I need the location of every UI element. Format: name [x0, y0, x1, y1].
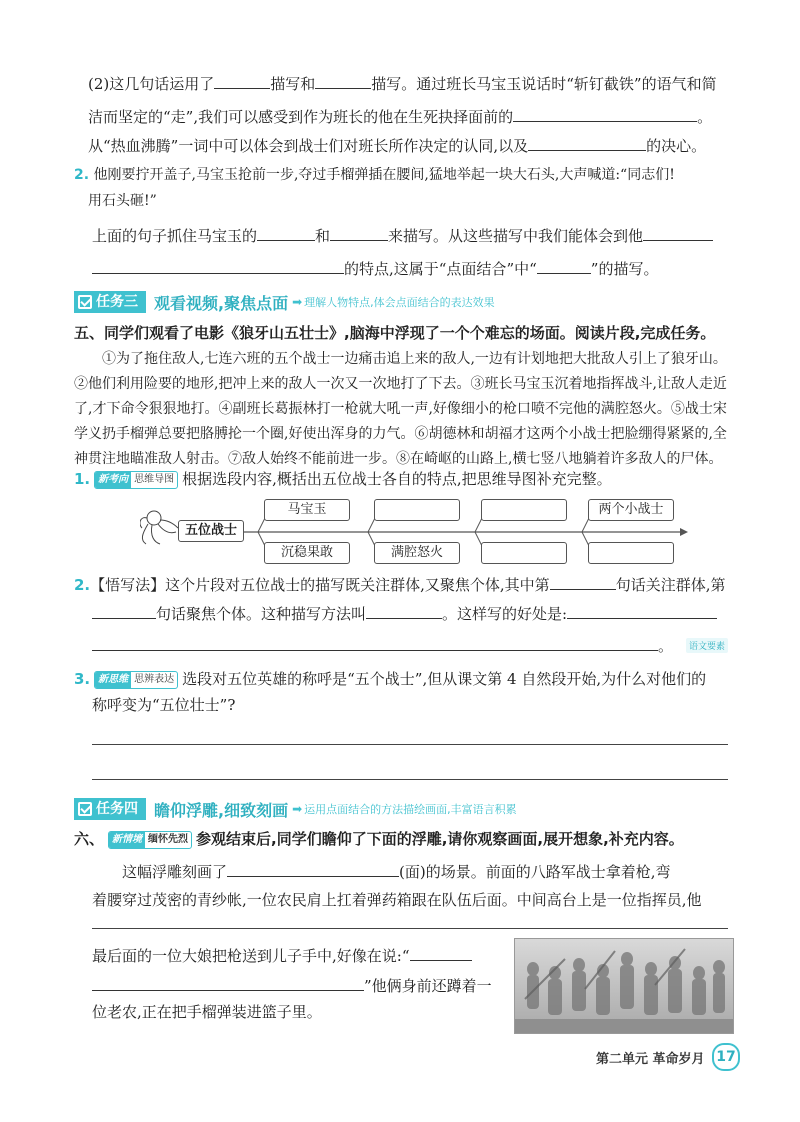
answer-blank[interactable] [92, 259, 344, 274]
answer-blank[interactable] [257, 226, 315, 241]
answer-line[interactable] [92, 744, 728, 745]
relief-sculpture-image [514, 938, 734, 1034]
s5-q3-line-1: 3. 新思维 思辨表达 选段对五位英雄的称呼是“五个战士”,但从课文第 4 自然段开始,为什么对他们的 [74, 670, 707, 688]
s6-line-5: ”他俩身前还蹲着一 [92, 976, 492, 996]
answer-blank[interactable] [567, 604, 717, 619]
s5-q2-line-2: 句话聚焦个体。这种描写方法叫 。这样写的好处是: [92, 604, 717, 624]
badge: 新情境 缅怀先烈 [108, 831, 192, 849]
answer-blank[interactable] [214, 74, 270, 89]
answer-line[interactable] [92, 779, 728, 780]
mindmap-bottom-box[interactable]: 沉稳果敢 [264, 542, 350, 564]
arrow-right-icon: ➡ [292, 295, 303, 309]
page-number: 17 [712, 1043, 740, 1071]
mindmap [140, 494, 700, 570]
answer-blank[interactable] [315, 74, 371, 89]
answer-blank[interactable] [410, 946, 472, 961]
octopus-icon [140, 511, 178, 544]
answer-blank[interactable] [366, 604, 442, 619]
task4-tag: 任务四 [74, 798, 146, 820]
q2-line-1: (2)这几句话运用了 描写和 描写。通过班长马宝玉说话时“斩钉截铁”的语气和简 [88, 75, 717, 93]
literacy-tag: 语文要素 [686, 638, 728, 653]
answer-blank[interactable] [550, 575, 616, 590]
s6-line-1: 这幅浮雕刻画了 (面)的场景。前面的八路军战士拿着枪,弯 [122, 863, 671, 881]
footer-unit: 第二单元 革命岁月 [596, 1052, 705, 1067]
relief-sculpture-icon [515, 939, 733, 1033]
answer-blank[interactable] [537, 259, 591, 274]
mindmap-bottom-box[interactable] [481, 542, 567, 564]
passage-line: 神贯注地瞄准敌人射击。⑦敌人始终不能前进一步。⑧在崎岖的山路上,横七竖八地躺着许多敌人的尸体。 [74, 451, 723, 467]
q2-line-2: 洁而坚定的“走”,我们可以感受到作为班长的他在生死抉择面前的 。 [88, 108, 713, 126]
s6-line-4: 最后面的一位大娘把枪送到儿子手中,好像在说:“ [92, 946, 472, 966]
task4-title: 瞻仰浮雕,细致刻画 [154, 800, 289, 820]
mindmap-top-box[interactable] [374, 499, 460, 521]
q2-line-3: 从“热血沸腾”一词中可以体会到战士们对班长所作决定的认同,以及 的决心。 [88, 137, 707, 155]
s5-q2-line-3: 。 [92, 636, 673, 656]
quote-line-1: 2. 他刚要拧开盖子,马宝玉抢前一步,夺过手榴弹插在腰间,猛地举起一块大石头,大声喊道:“同志们! [74, 167, 675, 183]
answer-blank[interactable] [330, 226, 388, 241]
answer-blank[interactable] [92, 604, 156, 619]
task4-banner [74, 798, 517, 820]
task4-subtitle: 运用点面结合的方法描绘画面,丰富语言积累 [304, 803, 517, 816]
section5-heading: 五、同学们观看了电影《狼牙山五壮士》,脑海中浮现了一个个难忘的场面。阅读片段,完成任务。 [74, 324, 716, 342]
task3-tag: 任务三 [74, 291, 146, 313]
section6-heading: 六、 新情境 缅怀先烈 参观结束后,同学们瞻仰了下面的浮雕,请你观察画面,展开想象,补充内容。 [74, 830, 684, 848]
mindmap-bottom-box[interactable]: 满腔怒火 [374, 542, 460, 564]
mindmap-top-box[interactable] [481, 499, 567, 521]
passage-line: ①为了拖住敌人,七连六班的五个战士一边痛击追上来的敌人,一边有计划地把大批敌人引上了狼牙山。 [102, 351, 727, 367]
badge: 新考向 思维导图 [94, 471, 178, 489]
task3-title: 观看视频,聚焦点面 [154, 293, 289, 313]
mindmap-top-box[interactable]: 两个小战士 [588, 499, 674, 521]
checkbox-icon [78, 802, 92, 816]
answer-blank[interactable] [92, 636, 658, 651]
badge: 新思维 思辨表达 [94, 671, 178, 689]
mindmap-center: 五位战士 [178, 520, 244, 542]
quote-line-2: 用石头砸!” [88, 193, 157, 209]
passage-line: ②他们利用险要的地形,把冲上来的敌人一次又一次地打了下去。③班长马宝玉沉着地指挥战斗,让敌人走近 [74, 376, 727, 392]
task3-banner [74, 291, 495, 313]
passage-line: 学义扔手榴弹总要把胳膊抡一个圈,好使出浑身的力气。⑥胡德林和胡福才这两个小战士把脸绷得紧紧的,全 [74, 426, 727, 442]
answer-blank[interactable] [513, 107, 697, 122]
task3-subtitle: 理解人物特点,体会点面结合的表达效果 [304, 296, 495, 309]
q2-answer-line-1: 上面的句子抓住马宝玉的 和 来描写。从这些描写中我们能体会到他 [92, 226, 713, 246]
s6-line-2: 着腰穿过茂密的青纱帐,一位农民肩上扛着弹药箱跟在队伍后面。中间高台上是一位指挥员,他 [92, 891, 702, 909]
answer-line[interactable] [92, 928, 728, 929]
passage [74, 347, 734, 472]
q2-answer-line-2: 的特点,这属于“点面结合”中“ ”的描写。 [92, 259, 658, 279]
passage-line: 了,才下命令狠狠地打。④副班长葛振林打一枪就大吼一声,好像细小的枪口喷不完他的满腔怒火。⑤战士宋 [74, 401, 727, 417]
answer-blank[interactable] [227, 862, 399, 877]
s5-q1: 1. 新考向 思维导图 根据选段内容,概括出五位战士各自的特点,把思维导图补充完整。 [74, 470, 612, 488]
checkbox-icon [78, 295, 92, 309]
s5-q3-line-2: 称呼变为“五位壮士”? [92, 696, 236, 714]
s5-q2-line-1: 2.【悟写法】这个片段对五位战士的描写既关注群体,又聚焦个体,其中第 句话关注群体,第 [74, 576, 726, 594]
answer-blank[interactable] [528, 136, 646, 151]
answer-blank[interactable] [92, 976, 364, 991]
answer-blank[interactable] [643, 226, 713, 241]
mindmap-bottom-box[interactable] [588, 542, 674, 564]
s6-line-6: 位老农,正在把手榴弹装进篮子里。 [92, 1003, 322, 1021]
mindmap-top-box[interactable]: 马宝玉 [264, 499, 350, 521]
arrow-right-icon: ➡ [292, 802, 303, 816]
